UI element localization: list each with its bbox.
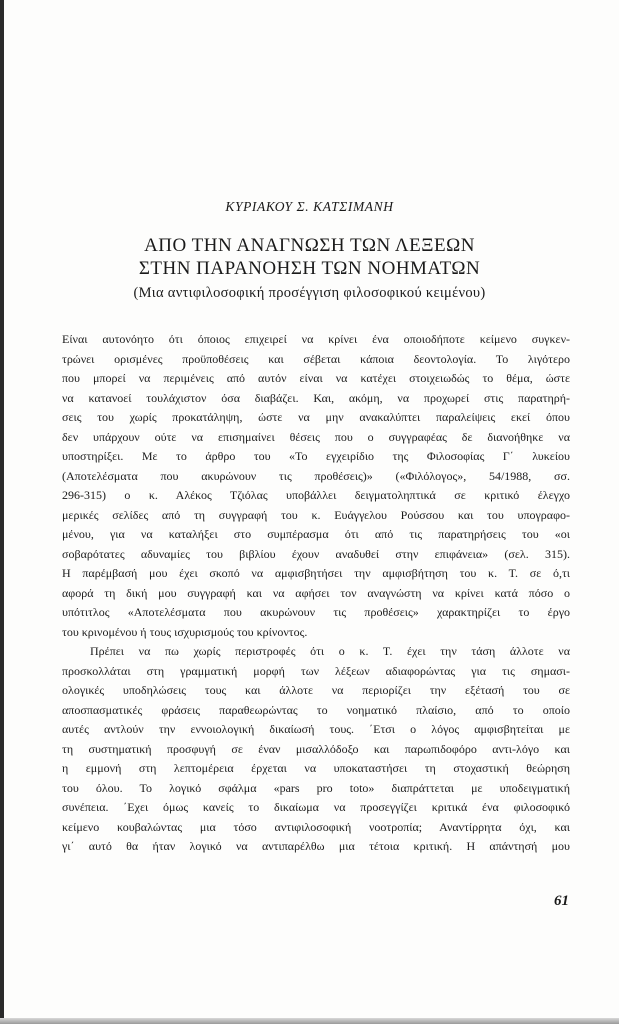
article-title <box>0 234 619 280</box>
text-line: ολογικές υποδηλώσεις τους και άλλοτε να περιορίζει την εξέτασή του σε <box>62 683 570 697</box>
text-line: σεις του χωρίς προκατάληψη, ώστε να μην ανακαλύπτει παραλείψεις εκεί όπου <box>62 410 570 424</box>
scan-bottom-edge <box>0 1018 619 1024</box>
text-line: προσκολλάται στη γραμματική μορφή των λέξεων αδιαφορώντας για τις σημασι- <box>62 663 570 678</box>
text-line: δεν υπάρχουν ούτε να επισημαίνει θέσεις που ο συγγραφέας δε διανοήθηκε να <box>62 429 570 444</box>
text-line: κείμενο κουβαλώντας μια τόσο αντιφιλοσοφική νοοτροπία; Αναντίρρητα όχι, και <box>62 819 570 834</box>
text-line: που μπορεί να περιμένεις από αυτόν είναι να κατέχει στοιχειωδώς το θέμα, ώστε <box>62 371 570 385</box>
text-line: γι΄ αυτό θα ήταν λογικό να αντιπαρέλθω μια τέτοια κριτική. Η απάντησή μου <box>62 839 570 853</box>
paragraph-2 <box>62 642 570 857</box>
text-line: υπότιτλος «Αποτελέσματα που ακυρώνουν τις προθέσεις» χαρακτηρίζει το έργο <box>62 605 570 619</box>
text-line: αυτές αντλούν την εννοιολογική δικαίωσή τους. ΄Ετσι ο λόγος αμφισβητείται με <box>62 722 570 736</box>
text-line: του όλου. Το λογικό σφάλμα «pars pro toto» διαπράττεται με υποδειγματική <box>62 780 570 795</box>
text-line: τη συστηματική προσφυγή σε έναν μισαλλόδοξο και παρωπιδοφόρο αντι-λόγο και <box>62 741 570 756</box>
text-line: Είναι αυτονόητο ότι όποιος επιχειρεί να κρίνει ένα οποιοδήποτε κείμενο συγκεν- <box>62 332 570 346</box>
text-line: η εμμονή στη λεπτομέρεια έρχεται να υποκαταστήσει τη στοχαστική θεώρηση <box>62 761 570 775</box>
text-line: σοβαρότατες αδυναμίες του βιβλίου έχουν αναδυθεί στην επιφάνεια» (σελ. 315). <box>62 546 570 561</box>
text-line: Πρέπει να πω χωρίς περιστροφές ότι ο κ. Τ. έχει την τάση άλλοτε να <box>90 644 570 658</box>
text-line: αποσπασματικές φράσεις παραθεωρώντας το νοηματικό πλαίσιο, από το οποίο <box>62 702 570 717</box>
article-body <box>62 330 570 857</box>
scan-left-edge <box>0 0 4 1024</box>
text-line: μερικές σελίδες από τη συγγραφή του κ. Ευάγγελου Ρούσσου και του υπογραφο- <box>62 507 570 522</box>
title-line-1: ΑΠΟ ΤΗΝ ΑΝΑΓΝΩΣΗ ΤΩΝ ΛΕΞΕΩΝ <box>144 235 475 256</box>
author-name: ΚΥΡΙΑΚΟΥ Σ. ΚΑΤΣΙΜΑΝΗ <box>225 199 394 214</box>
text-line: (Αποτελέσματα που ακυρώνουν τις προθέσεις)» («Φιλόλογος», 54/1988, σσ. <box>62 468 570 483</box>
text-line: υποστηρίξει. Με το άρθρο του «Το εγχειρίδιο της Φιλοσοφίας Γ΄ λυκείου <box>62 449 570 463</box>
text-line: μένου, για να καταλήξει στο συμπέρασμα ότι από τις παρατηρήσεις του «οι <box>62 527 570 541</box>
text-line: συνέπεια. ΄Εχει όμως κανείς το δικαίωμα να προσεγγίζει κριτικά ένα φιλοσοφικό <box>62 800 570 814</box>
text-line: τρώνει ορισμένες προϋποθέσεις και σέβεται κάποια δεοντολογία. Το λιγότερο <box>62 351 570 366</box>
text-line: του κρινομένου ή τους ισχυρισμούς του κρίνοντος. <box>62 624 308 639</box>
text-line: αφορά τη δική μου συγγραφή και να αφήσει τον αναγνώστη να κρίνει κατά πόσο ο <box>62 585 570 600</box>
text-line: να κατανοεί τουλάχιστον όσα διαβάζει. Και, ακόμη, να προχωρεί στις παρατηρή- <box>62 390 570 405</box>
title-line-2: ΣΤΗΝ ΠΑΡΑΝΟΗΣΗ ΤΩΝ ΝΟΗΜΑΤΩΝ <box>138 258 481 279</box>
paragraph-1 <box>62 330 570 642</box>
text-line: Η παρέμβασή μου έχει σκοπό να αμφισβητήσει την αμφισβήτηση του κ. Τ. σε ό,τι <box>62 566 570 580</box>
article-subtitle: (Μια αντιφιλοσοφική προσέγγιση φιλοσοφικού κειμένου) <box>133 285 486 301</box>
text-line: 296-315) ο κ. Αλέκος Τζιόλας υποβάλλει δειγματοληπτικά σε κριτικό έλεγχο <box>62 488 570 502</box>
page-number: 61 <box>554 893 569 909</box>
